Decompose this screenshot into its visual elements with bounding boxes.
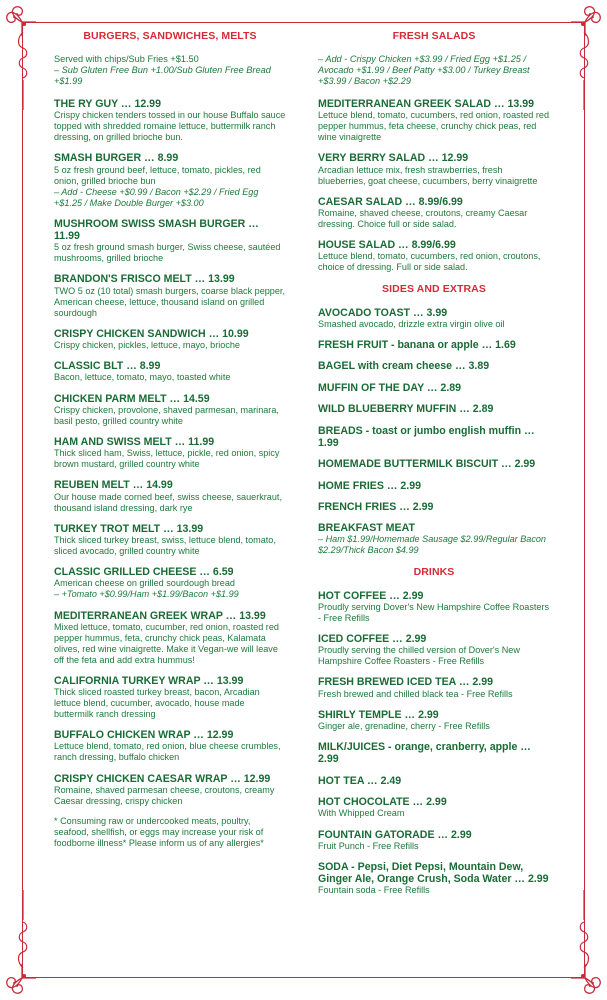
menu-item-desc-text: 5 oz fresh ground smash burger, Swiss cheese, sautéed mushrooms, grilled brioche xyxy=(54,242,281,264)
intro-extra: – Add - Crispy Chicken +$3.99 / Fried Egg +$1.25 / Avocado +$1.99 / Beef Patty +$3.00 / Turkey Breast +$3.99 / Bacon +$2.29 xyxy=(318,54,530,86)
burgers-list xyxy=(54,98,286,807)
menu-item-name: HAM AND SWISS MELT … 11.99 xyxy=(54,435,215,448)
menu-item-name: SODA - Pepsi, Diet Pepsi, Mountain Dew, Ginger Ale, Orange Crush, Soda Water … 2.99 xyxy=(318,861,549,886)
menu-item-name: BUFFALO CHICKEN WRAP … 12.99 xyxy=(54,729,234,742)
menu-item xyxy=(318,196,550,230)
menu-item-desc-text: Thick sliced turkey breast, swiss, lettuce blend, tomato, sliced avocado, grilled country white xyxy=(54,534,276,556)
menu-item-desc-text: Fresh brewed and chilled black tea - Free Refills xyxy=(318,688,513,699)
menu-item xyxy=(318,709,550,732)
menu-item-name: MEDITERRANEAN GREEK WRAP … 13.99 xyxy=(54,609,266,622)
menu-item xyxy=(318,501,550,513)
menu-item-desc-text: 5 oz fresh ground beef, lettuce, tomato, pickles, red onion, grilled brioche bun xyxy=(54,164,261,186)
menu-item xyxy=(318,522,550,556)
menu-item-description xyxy=(54,741,286,763)
menu-item xyxy=(54,393,286,427)
menu-item-desc-text: Lettuce blend, tomato, cucumbers, red onion, roasted red pepper hummus, feta cheese, crunchy chick peas, red wine vinaigrette xyxy=(318,110,550,143)
menu-item-desc-text: Lettuce blend, tomato, cucumbers, red onion, croutons, choice of dressing. Full or side salad. xyxy=(318,251,541,273)
menu-item-name: MUFFIN OF THE DAY … 2.89 xyxy=(318,381,462,394)
menu-item xyxy=(318,339,550,351)
menu-item xyxy=(318,829,550,852)
menu-item-description xyxy=(54,687,286,720)
menu-item-name: HOT CHOCOLATE … 2.99 xyxy=(318,796,447,809)
menu-item xyxy=(318,425,550,449)
intro-extra: – Sub Gluten Free Bun +1.00/Sub Gluten Free Bread +$1.99 xyxy=(54,65,271,86)
menu-item-name: CALIFORNIA TURKEY WRAP … 13.99 xyxy=(54,674,244,687)
menu-item-description xyxy=(318,110,550,143)
menu-item-name: BREADS - toast or jumbo english muffin … 1.99 xyxy=(318,424,535,449)
right-column xyxy=(318,30,550,906)
menu-item-name: BRANDON'S FRISCO MELT … 13.99 xyxy=(54,273,235,286)
salads-intro xyxy=(318,54,550,87)
menu-item-desc-text: Proudly serving the chilled version of Dover's New Hampshire Coffee Roasters - Free Refills xyxy=(318,645,520,667)
drinks-list xyxy=(318,590,550,897)
menu-item xyxy=(318,360,550,372)
menu-item xyxy=(318,480,550,492)
menu-item-addons: – Add - Cheese +$0.99 / Bacon +$2.29 / Fried Egg +$1.25 / Make Double Burger +$3.00 xyxy=(54,186,259,208)
section-title-salads: FRESH SALADS xyxy=(392,30,476,42)
menu-item xyxy=(54,152,286,208)
menu-item xyxy=(54,328,286,351)
menu-item xyxy=(54,98,286,143)
side-flourish-icon xyxy=(577,30,591,150)
menu-item-description xyxy=(318,645,550,667)
side-flourish-icon xyxy=(577,850,591,970)
menu-item xyxy=(54,610,286,666)
menu-item-description xyxy=(318,534,550,556)
burgers-intro xyxy=(54,54,286,87)
menu-item xyxy=(318,307,550,330)
menu-item xyxy=(318,775,550,787)
section-title-sides: SIDES AND EXTRAS xyxy=(382,282,486,295)
menu-item xyxy=(318,741,550,765)
menu-item-name: CHICKEN PARM MELT … 14.59 xyxy=(54,392,210,405)
menu-item-name: HOUSE SALAD … 8.99/6.99 xyxy=(318,239,456,252)
menu-item-name: BAGEL with cream cheese … 3.89 xyxy=(318,360,490,373)
menu-item-name: CLASSIC BLT … 8.99 xyxy=(54,360,161,373)
menu-item xyxy=(54,675,286,720)
menu-item-name: ICED COFFEE … 2.99 xyxy=(318,633,427,646)
menu-item-desc-text: Crispy chicken, provolone, shaved parmesan, marinara, basil pesto, grilled country white xyxy=(54,404,279,426)
menu-item-description xyxy=(318,165,550,187)
intro-line: Served with chips/Sub Fries +$1.50 xyxy=(54,54,199,64)
menu-item-name: SHIRLY TEMPLE … 2.99 xyxy=(318,708,439,721)
menu-item xyxy=(54,729,286,763)
menu-item-desc-text: Crispy chicken tenders tossed in our house Buffalo sauce topped with shredded romaine lettuce, buttermilk ranch dressing, on grilled brioche bun. xyxy=(54,110,286,143)
menu-item-description xyxy=(318,251,550,273)
menu-item-desc-text: Fruit Punch - Free Refills xyxy=(318,840,419,851)
menu-item-name: MILK/JUICES - orange, cranberry, apple … 2.99 xyxy=(318,741,531,766)
menu-item-desc-text: Thick sliced roasted turkey breast, bacon, Arcadian lettuce blend, cucumber, avocado, house made buttermilk ranch dressing xyxy=(54,687,260,720)
menu-item xyxy=(318,633,550,667)
menu-item xyxy=(318,458,550,470)
menu-item-description xyxy=(318,319,550,330)
menu-item-name: MEDITERRANEAN GREEK SALAD … 13.99 xyxy=(318,98,535,110)
menu-item-description xyxy=(54,622,286,666)
menu-item-name: FRENCH FRIES … 2.99 xyxy=(318,500,434,513)
menu-item-name: HOME FRIES … 2.99 xyxy=(318,479,422,492)
menu-item-description xyxy=(54,286,286,319)
sides-list xyxy=(318,307,550,557)
menu-item xyxy=(54,218,286,264)
menu-item-description xyxy=(54,340,286,351)
menu-item-desc-text: Mixed lettuce, tomato, cucumber, red onion, roasted red pepper hummus, feta, crunchy chick peas, Kalamata olives, red wine vinaigrette. Make it Vegan-we will leave off the feta and add extra hummus! xyxy=(54,621,279,665)
menu-item-description xyxy=(318,602,550,624)
menu-item-name: AVOCADO TOAST … 3.99 xyxy=(318,306,448,319)
menu-item-name: HOT TEA … 2.49 xyxy=(318,774,402,787)
menu-item xyxy=(318,382,550,394)
menu-item-addons: – +Tomato +$0.99/Ham +$1.99/Bacon +$1.99 xyxy=(54,589,239,600)
menu-item-desc-text: TWO 5 oz (10 total) smash burgers, coarse black pepper, American cheese, lettuce, thousand island on grilled sourdough xyxy=(54,285,285,318)
menu-item-description xyxy=(318,689,550,700)
menu-item-description xyxy=(54,405,286,427)
menu-item-description xyxy=(54,448,286,470)
menu-item xyxy=(318,676,550,699)
menu-item-desc-text: Fountain soda - Free Refills xyxy=(318,885,430,896)
menu-item-name: THE RY GUY … 12.99 xyxy=(54,98,161,110)
side-flourish-icon xyxy=(16,30,30,150)
menu-item-name: VERY BERRY SALAD … 12.99 xyxy=(318,152,469,165)
menu-item-description xyxy=(54,242,286,264)
menu-item-desc-text: Thick sliced ham, Swiss, lettuce, pickle, red onion, spicy brown mustard, grilled country white xyxy=(54,448,280,470)
section-title-drinks: DRINKS xyxy=(413,565,455,578)
menu-item-name: HOT COFFEE … 2.99 xyxy=(318,589,424,602)
menu-item xyxy=(318,796,550,819)
allergy-note: * Consuming raw or undercooked meats, poultry, seafood, shellfish, or eggs may increase your risk of foodborne illness* Please inform us of any allergies* xyxy=(54,816,264,849)
menu-item-desc-text: Romaine, shaved parmesan cheese, croutons, creamy Caesar dressing, crispy chicken xyxy=(54,784,275,806)
section-title-burgers: BURGERS, SANDWICHES, MELTS xyxy=(83,30,257,42)
menu-item xyxy=(54,436,286,470)
menu-item-description xyxy=(54,372,286,383)
menu-item-description xyxy=(318,721,550,732)
menu-item-name: FOUNTAIN GATORADE … 2.99 xyxy=(318,828,472,841)
menu-item xyxy=(318,152,550,186)
menu-item xyxy=(318,861,550,896)
menu-item-desc-text: Crispy chicken, pickles, lettuce, mayo, brioche xyxy=(54,339,240,350)
menu-item xyxy=(54,773,286,807)
menu-item-name: FRESH BREWED ICED TEA … 2.99 xyxy=(318,676,494,689)
menu-item-desc-text: Bacon, lettuce, tomato, mayo, toasted white xyxy=(54,372,231,383)
menu-item-description xyxy=(54,165,286,209)
menu-item-name: SMASH BURGER … 8.99 xyxy=(54,152,179,165)
menu-item-description xyxy=(318,808,550,819)
menu-item xyxy=(54,479,286,513)
menu-item xyxy=(54,273,286,318)
menu-item-description xyxy=(54,785,286,807)
menu-item xyxy=(54,360,286,383)
menu-item-description xyxy=(318,885,550,896)
menu-item-addons: – Ham $1.99/Homemade Sausage $2.99/Regular Bacon $2.29/Thick Bacon $4.99 xyxy=(318,534,546,556)
menu-item-desc-text: Ginger ale, grenadine, cherry - Free Refills xyxy=(318,721,490,732)
menu-item-name: MUSHROOM SWISS SMASH BURGER … 11.99 xyxy=(54,217,259,242)
menu-item xyxy=(54,566,286,600)
menu-item-name: CAESAR SALAD … 8.99/6.99 xyxy=(318,195,463,208)
menu-item-name: BREAKFAST MEAT xyxy=(318,522,415,535)
menu-item xyxy=(318,403,550,415)
menu-item-description xyxy=(54,535,286,557)
menu-item-description xyxy=(318,841,550,852)
menu-item-name: HOMEMADE BUTTERMILK BISCUIT … 2.99 xyxy=(318,458,536,471)
menu-item-desc-text: American cheese on grilled sourdough bread xyxy=(54,578,235,589)
burgers-column xyxy=(54,30,286,849)
menu-item-description xyxy=(54,110,286,143)
salads-list xyxy=(318,98,550,273)
menu-item xyxy=(318,239,550,273)
menu-item-description xyxy=(54,492,286,514)
menu-item-desc-text: Smashed avocado, drizzle extra virgin olive oil xyxy=(318,318,505,329)
menu-item-description xyxy=(318,208,550,230)
menu-item-name: CRISPY CHICKEN CAESAR WRAP … 12.99 xyxy=(54,772,271,785)
menu-item-desc-text: With Whipped Cream xyxy=(318,808,405,819)
menu-item-desc-text: Our house made corned beef, swiss cheese, sauerkraut, thousand island dressing, dark rye xyxy=(54,491,282,513)
menu-item-name: REUBEN MELT … 14.99 xyxy=(54,479,173,492)
menu-item xyxy=(54,523,286,557)
menu-item-name: FRESH FRUIT - banana or apple … 1.69 xyxy=(318,338,516,351)
menu-item-name: WILD BLUEBERRY MUFFIN … 2.89 xyxy=(318,403,494,416)
menu-item-desc-text: Arcadian lettuce mix, fresh strawberries, fresh blueberries, goat cheese, cucumbers, berry vinaigrette xyxy=(318,164,538,186)
menu-item-name: TURKEY TROT MELT … 13.99 xyxy=(54,522,204,535)
menu-item-desc-text: Proudly serving Dover's New Hampshire Coffee Roasters - Free Refills xyxy=(318,601,550,623)
menu-item-name: CLASSIC GRILLED CHEESE … 6.59 xyxy=(54,566,234,579)
menu-item-desc-text: Romaine, shaved cheese, croutons, creamy Caesar dressing. Choice full or side salad. xyxy=(318,207,528,229)
menu-item-desc-text: Lettuce blend, tomato, red onion, blue cheese crumbles, ranch dressing, buffalo chicken xyxy=(54,741,281,763)
menu-item-description xyxy=(54,578,286,600)
menu-item xyxy=(318,98,550,143)
menu-item xyxy=(318,590,550,624)
side-flourish-icon xyxy=(16,850,30,970)
menu-item-name: CRISPY CHICKEN SANDWICH … 10.99 xyxy=(54,327,249,340)
